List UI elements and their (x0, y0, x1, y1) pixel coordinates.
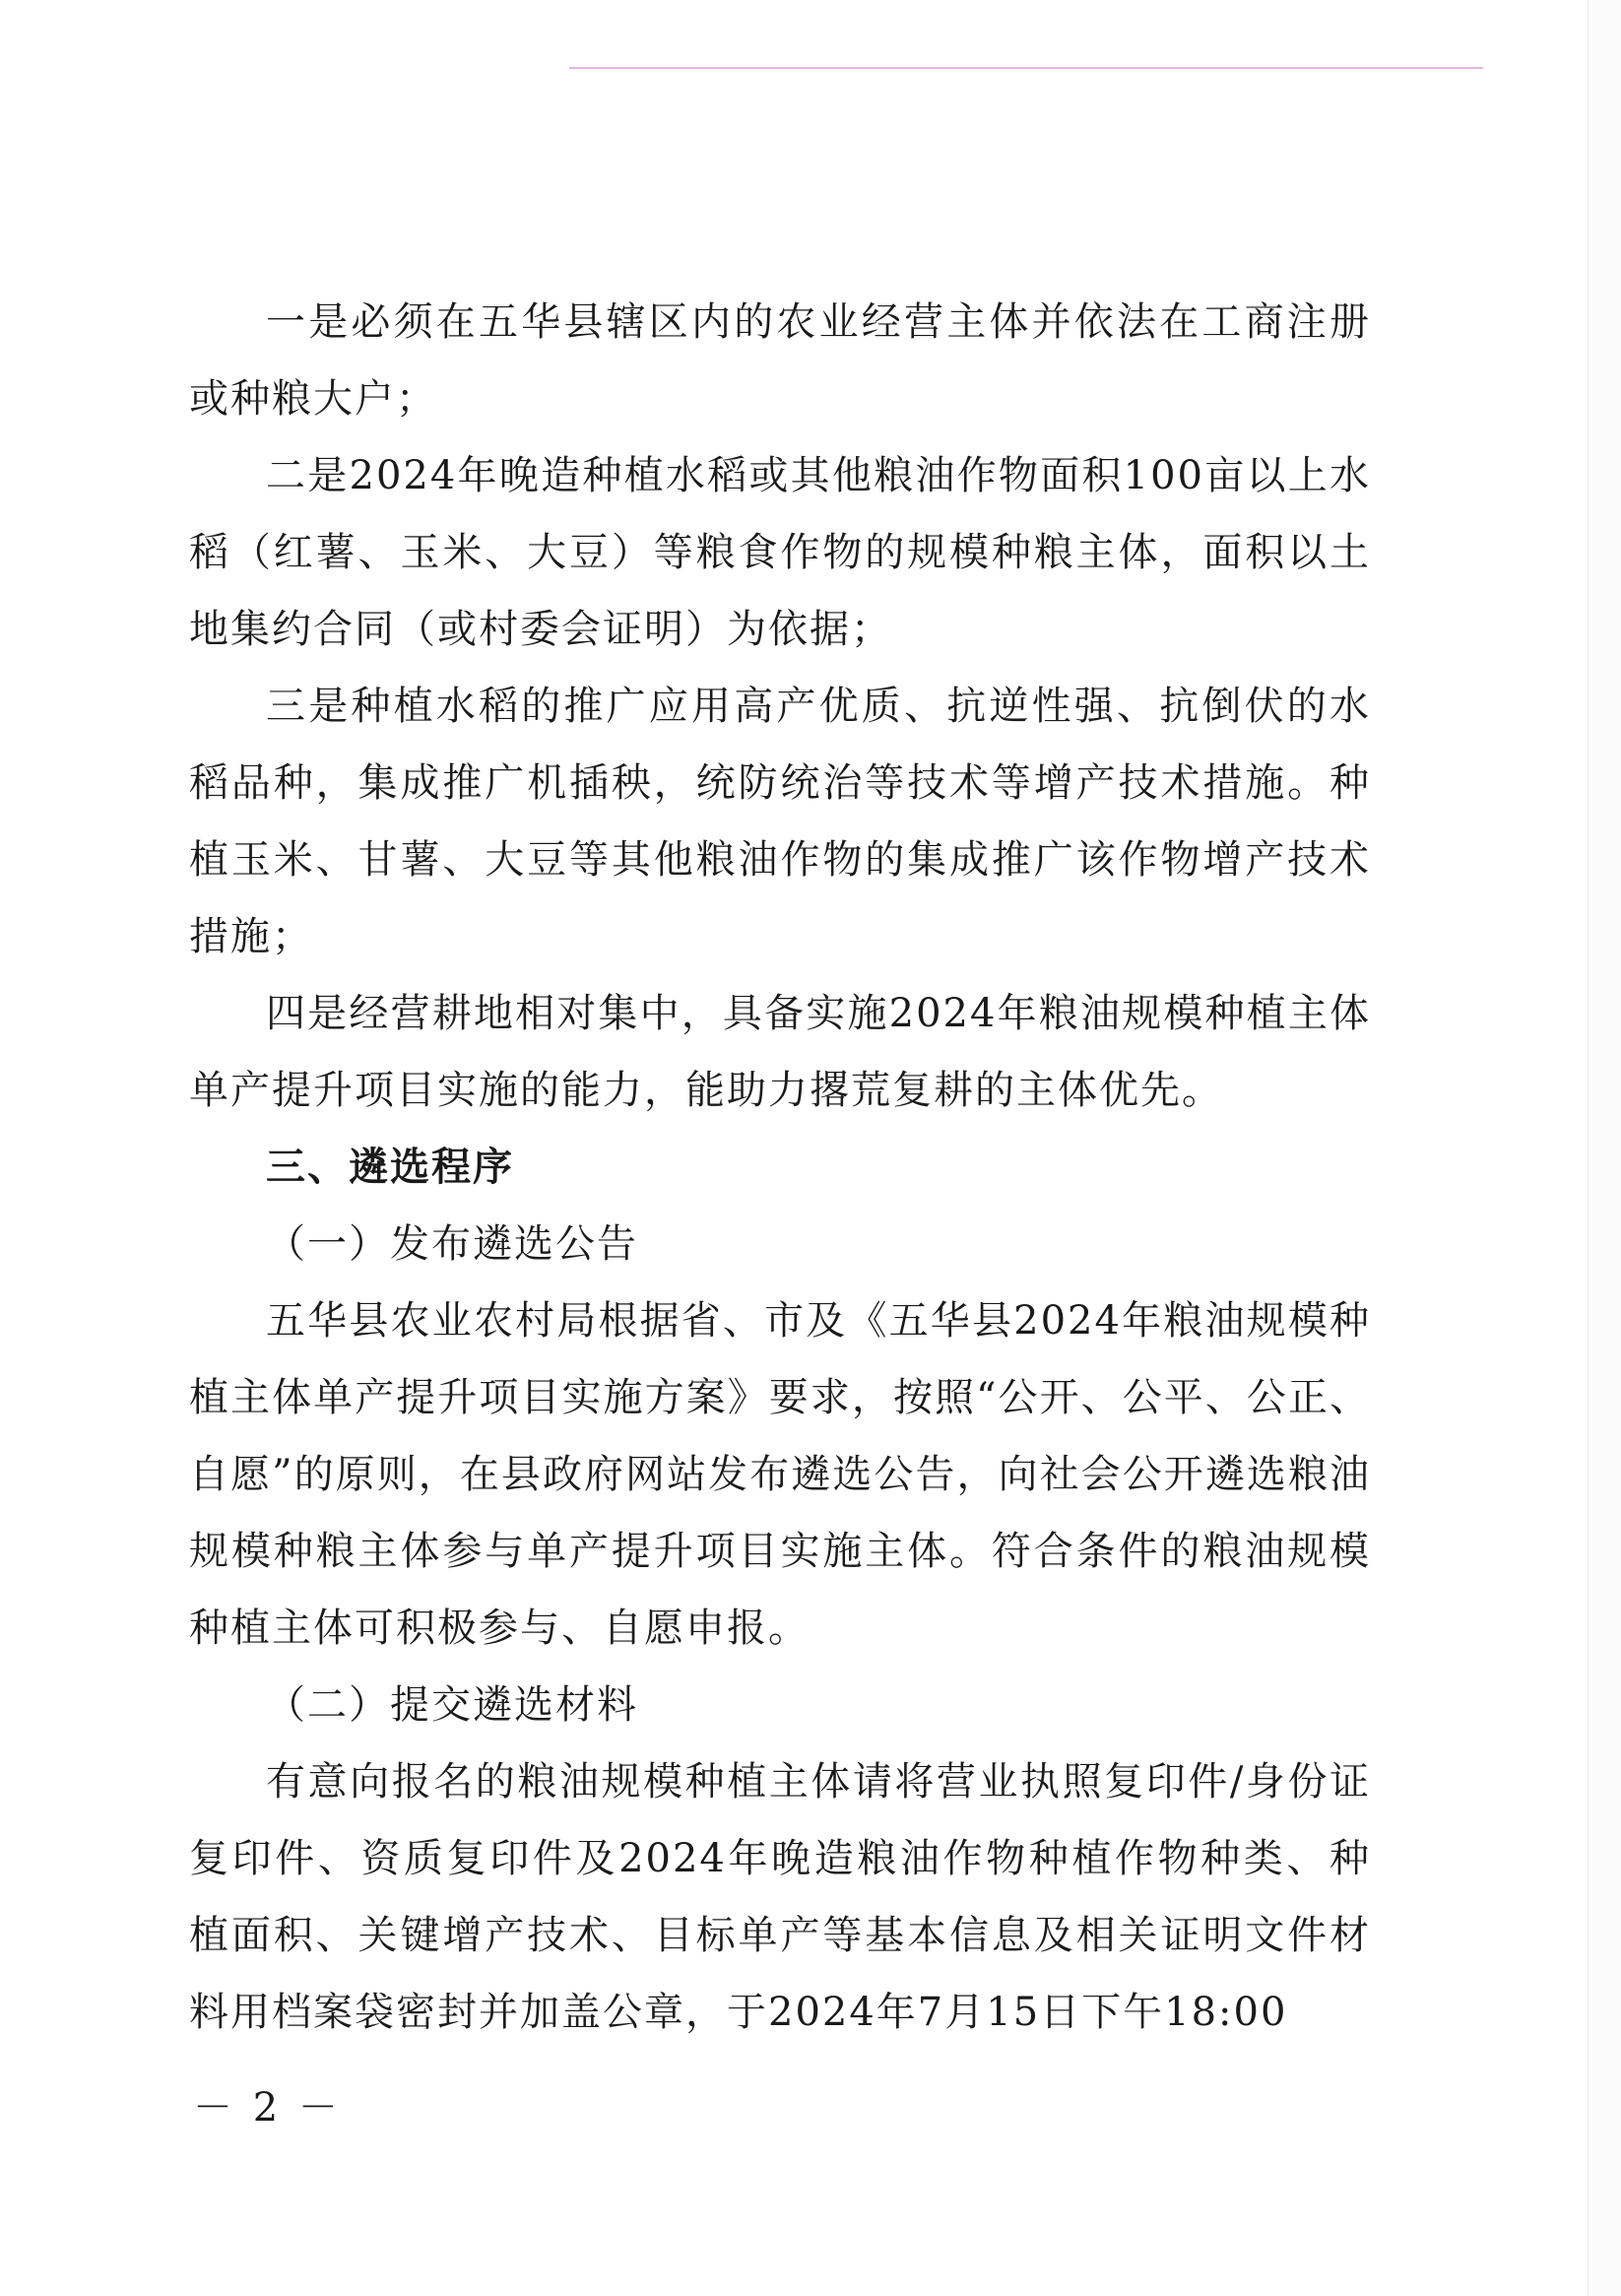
page-number: － 2 － (193, 2085, 342, 2131)
subsection-text-1: 五华县农业农村局根据省、市及《五华县2024年粮油规模种植主体单产提升项目实施方案》要求，按照“公开、公平、公正、自愿”的原则，在县政府网站发布遴选公告，向社会公开遴选粮油规模种粮主体参与单产提升项目实施主体。符合条件的粮油规模种植主体可积极参与、自愿申报。 (189, 1298, 1371, 1651)
paragraph-criterion-2: 二是2024年晚造种植水稻或其他粮油作物面积100亩以上水稻（红薯、玉米、大豆）等粮食作物的规模种粮主体，面积以土地集约合同（或村委会证明）为依据； (189, 453, 1371, 652)
subsection-heading-1: （一）发布遴选公告 (266, 1221, 638, 1267)
paragraph-criterion-1: 一是必须在五华县辖区内的农业经营主体并依法在工商注册或种粮大户； (189, 299, 1371, 422)
header-rule (569, 67, 1483, 69)
subsection-text-2: 有意向报名的粮油规模种植主体请将营业执照复印件/身份证复印件、资质复印件及2024年晚造粮油作物种植作物种类、种植面积、关键增产技术、目标单产等基本信息及相关证明文件材料用档案袋密封并加盖公章，于2024年7月15日下午18:00 (189, 1759, 1371, 2035)
document-page (189, 284, 1371, 2051)
subsection-heading-2: （二）提交遴选材料 (266, 1682, 638, 1728)
page-edge-strip (1588, 0, 1621, 2296)
section-heading: 三、遴选程序 (266, 1145, 514, 1190)
paragraph-criterion-3: 三是种植水稻的推广应用高产优质、抗逆性强、抗倒伏的水稻品种，集成推广机插秧，统防统治等技术等增产技术措施。种植玉米、甘薯、大豆等其他粮油作物的集成推广该作物增产技术措施； (189, 684, 1371, 959)
paragraph-criterion-4: 四是经营耕地相对集中，具备实施2024年粮油规模种植主体单产提升项目实施的能力，能助力撂荒复耕的主体优先。 (189, 991, 1371, 1113)
